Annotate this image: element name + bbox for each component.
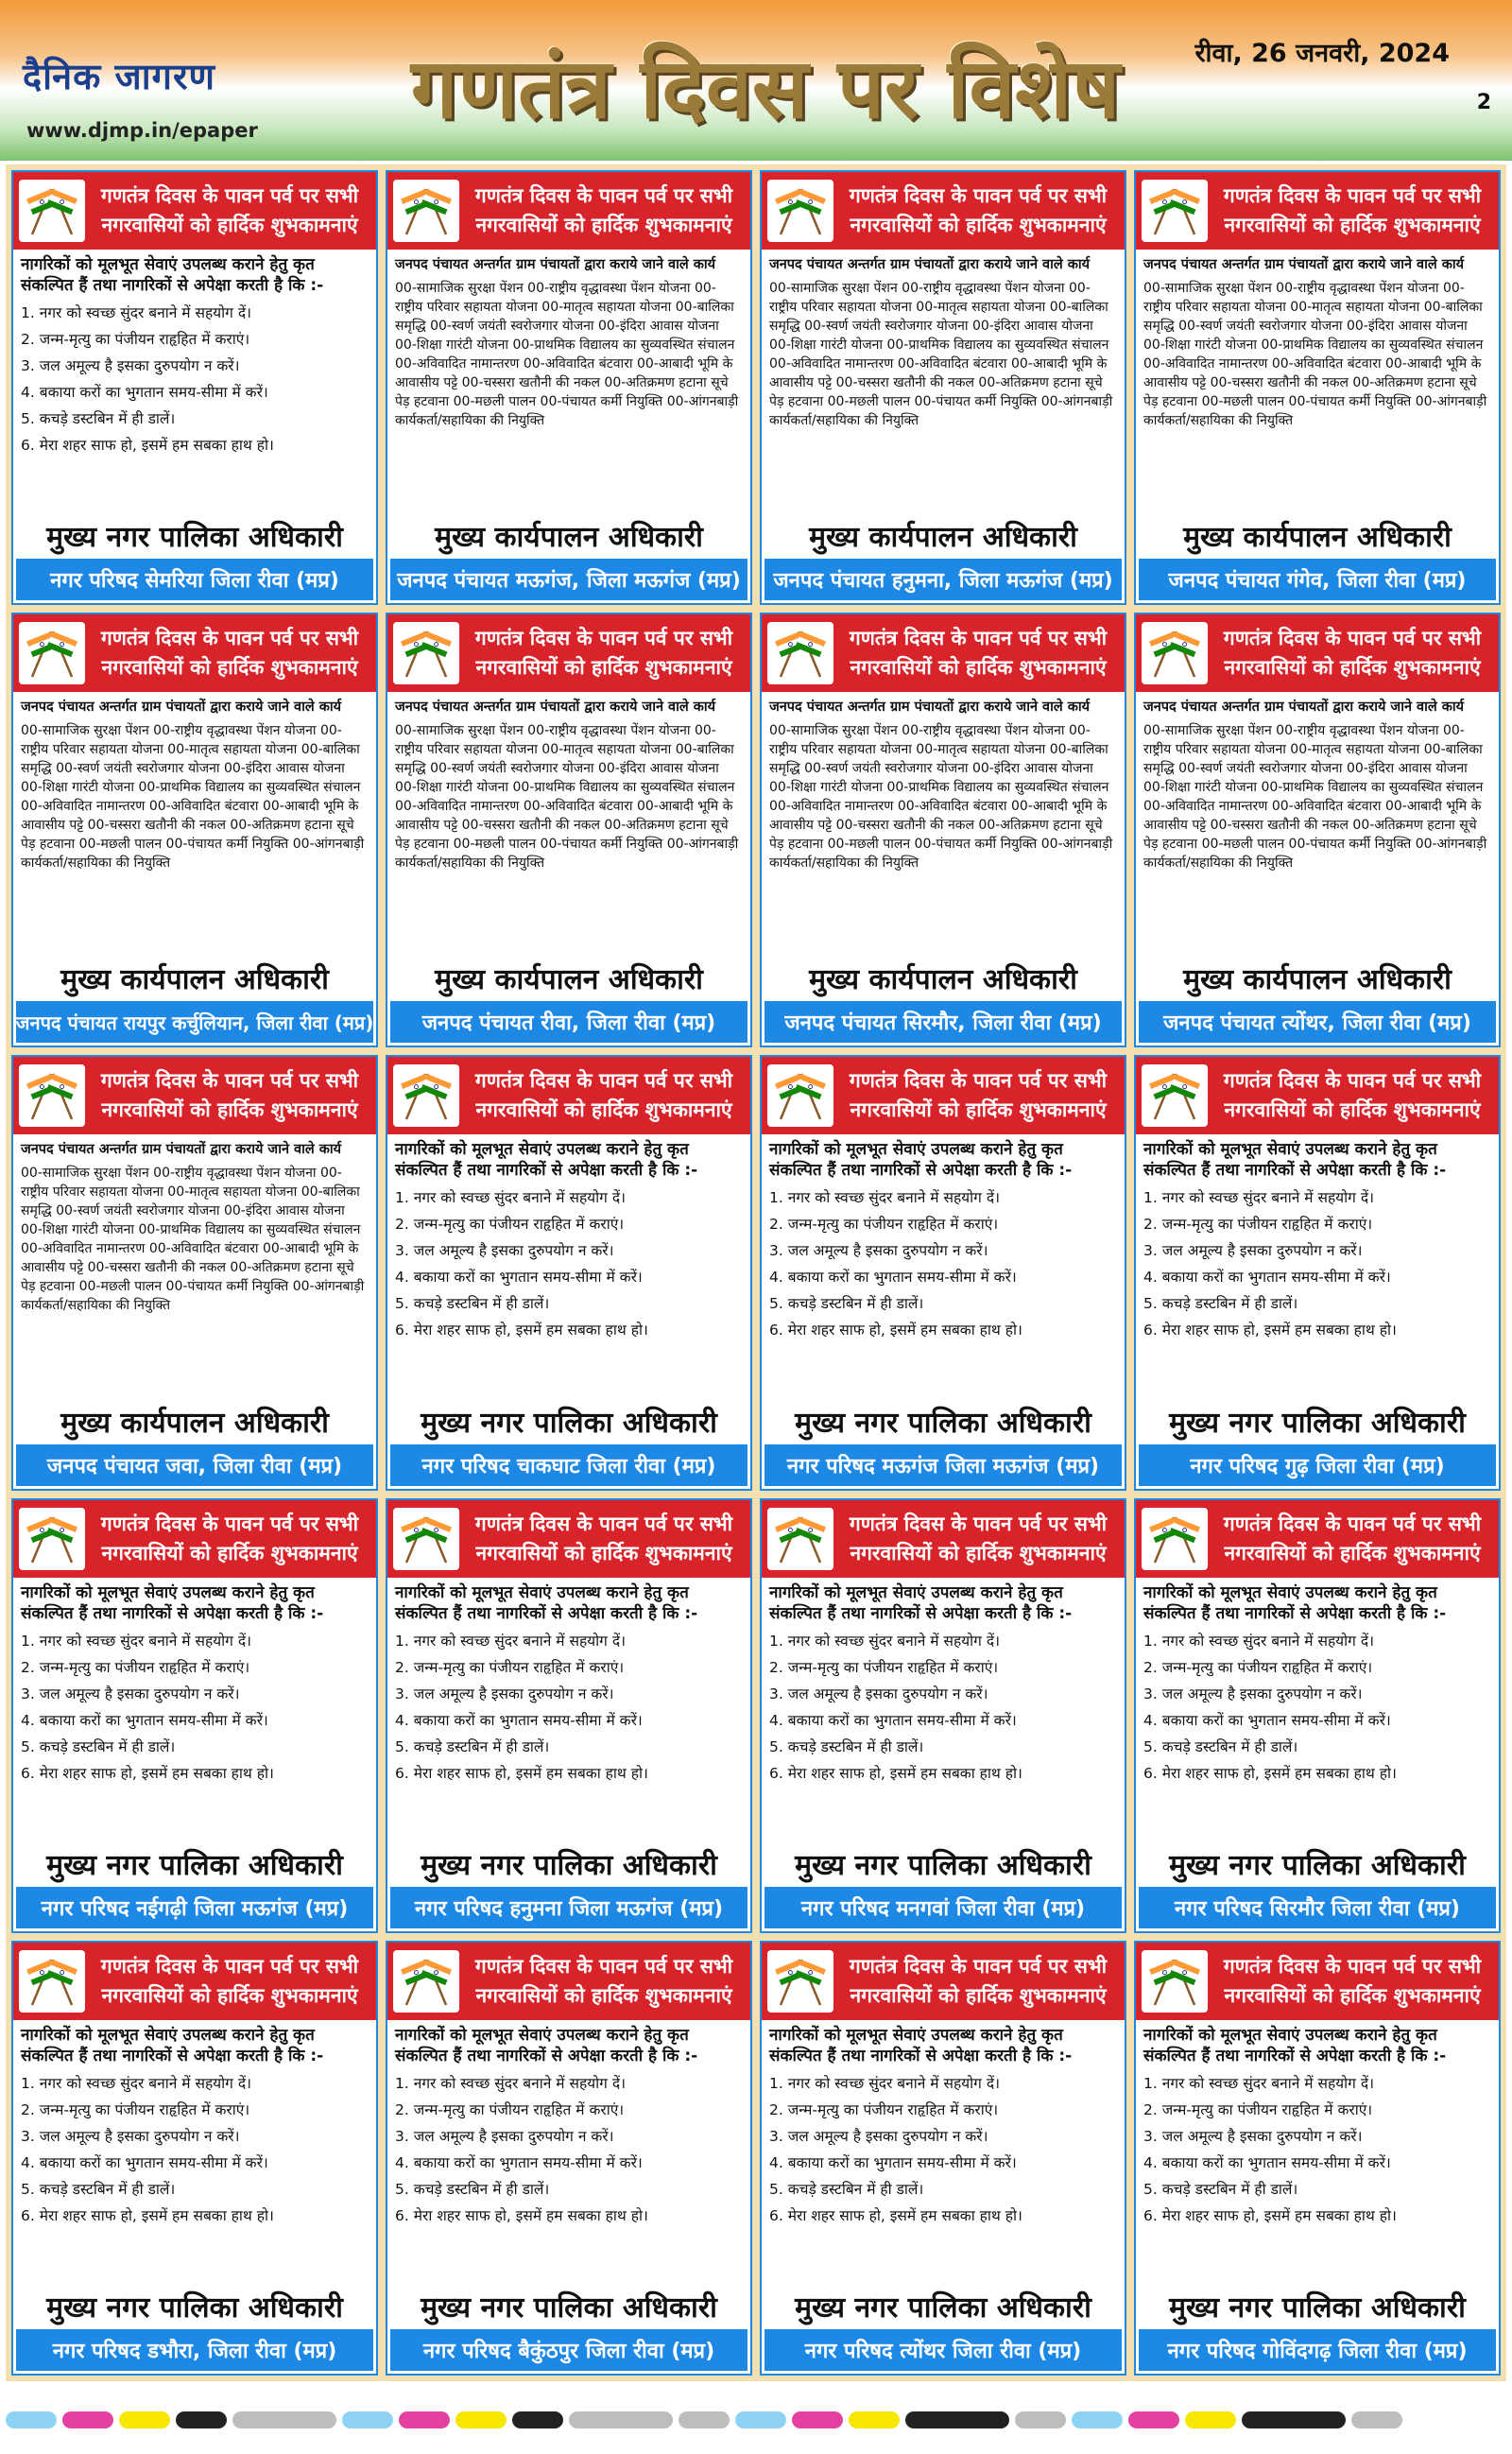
card-body	[387, 1134, 750, 1397]
civic-appeal-list	[395, 1628, 743, 1787]
list-item: 1. नगर को स्वच्छ सुंदर बनाने में सहयोग दें।	[1143, 1632, 1374, 1650]
card-header	[1136, 1057, 1499, 1134]
issuing-office-footer: जनपद पंचायत जवा, जिला रीवा (मप्र)	[16, 1444, 373, 1486]
crossed-tricolor-flags-icon	[393, 1064, 459, 1127]
civic-appeal-intro: नागरिकों को मूलभूत सेवाएं उपलब्ध कराने हेतु कृत संकल्पित हैं तथा नागरिकों से अपेक्षा करती है कि :-	[1143, 1582, 1447, 1623]
crossed-tricolor-flags-icon	[393, 1508, 459, 1570]
issuing-office-footer: नगर परिषद बैकुंठपुर जिला रीवा (मप्र)	[390, 2329, 747, 2371]
list-item: 2. जन्म-मृत्यु का पंजीयन राहृहित में कराएं।	[1143, 2100, 1373, 2118]
card-body	[387, 250, 750, 512]
civic-appeal-list	[769, 1184, 1117, 1343]
civic-appeal-intro: नागरिकों को मूलभूत सेवाएं उपलब्ध कराने हेतु कृत संकल्पित हैं तथा नागरिकों से अपेक्षा करती है कि :-	[769, 1582, 1073, 1623]
scheme-list-intro: जनपद पंचायत अन्तर्गत ग्राम पंचायतों द्वारा कराये जाने वाले कार्य	[769, 700, 1091, 716]
card-header	[762, 1057, 1125, 1134]
civic-appeal-list	[395, 1184, 743, 1343]
card-body	[762, 250, 1125, 512]
scheme-list-text: 00-सामाजिक सुरक्षा पेंशन 00-राष्ट्रीय वृद्धावस्था पेंशन योजना 00-राष्ट्रीय परिवार सहायता योजना 00-मातृत्व सहायता योजना 00-बालिका समृद्धि 00-स्वर्ण जयंती स्वरोजगार योजना 00-इंदिरा आवास योजना 00-शिक्षा गारंटी योजना 00-प्राथमिक विद्यालय का सुव्यवस्थित संचालन 00-अविवादित नामान्तरण 00-अविवादित बंटवारा 00-आबादी भूमि के आवासीय पट्टे 00-चस्सरा खतौनी की नकल 00-अतिक्रमण हटाना सूचे पेड़ हटवाना 00-मछली पालन 00-पंचायत कर्मी नियुक्ति 00-आंगनबाड़ी कार्यकर्ता/सहायिका की नियुक्ति	[769, 281, 1113, 428]
print-registration-color-bar	[0, 2401, 1512, 2439]
list-item: 5. कचड़े डस्टबिन में ही डालें।	[21, 2180, 176, 2198]
issuing-office-footer: नगर परिषद मऊगंज जिला मऊगंज (मप्र)	[765, 1444, 1122, 1486]
card-header	[387, 1057, 750, 1134]
list-item: 2. जन्म-मृत्यु का पंजीयन राहृहित में कराएं।	[1143, 1658, 1373, 1676]
registration-swatch	[905, 2411, 1009, 2428]
greeting-ad-card-10	[386, 1055, 752, 1490]
list-item: 1. नगर को स्वच्छ सुंदर बनाने में सहयोग दें।	[21, 2074, 251, 2092]
card-greeting-heading: गणतंत्र दिवस के पावन पर्व पर सभी नगरवासियों को हार्दिक शुभकामनाएं	[100, 184, 359, 236]
list-item: 6. मेरा शहर साफ हो, इसमें हम सबका हाथ हो।	[21, 2206, 274, 2224]
civic-appeal-list	[21, 1628, 369, 1787]
officer-signature: मुख्य नगर पालिका अधिकारी	[421, 1848, 717, 1882]
card-greeting-heading: गणतंत्र दिवस के पावन पर्व पर सभी नगरवासियों को हार्दिक शुभकामनाएं	[849, 1069, 1108, 1122]
list-item: 6. मेरा शहर साफ हो, इसमें हम सबका हाथ हो।	[395, 1322, 648, 1339]
issuing-office-footer: नगर परिषद मनगवां जिला रीवा (मप्र)	[765, 1887, 1122, 1928]
crossed-tricolor-flags-icon	[767, 1064, 833, 1127]
list-item: 3. जल अमूल्य है इसका दुरुपयोग न करें।	[395, 1685, 614, 1702]
scheme-list-text: 00-सामाजिक सुरक्षा पेंशन 00-राष्ट्रीय वृद्धावस्था पेंशन योजना 00-राष्ट्रीय परिवार सहायता योजना 00-मातृत्व सहायता योजना 00-बालिका समृद्धि 00-स्वर्ण जयंती स्वरोजगार योजना 00-इंदिरा आवास योजना 00-शिक्षा गारंटी योजना 00-प्राथमिक विद्यालय का सुव्यवस्थित संचालन 00-अविवादित नामान्तरण 00-अविवादित बंटवारा 00-आबादी भूमि के आवासीय पट्टे 00-चस्सरा खतौनी की नकल 00-अतिक्रमण हटाना सूचे पेड़ हटवाना 00-मछली पालन 00-पंचायत कर्मी नियुक्ति 00-आंगनबाड़ी कार्यकर्ता/सहायिका की नियुक्ति	[21, 1166, 365, 1314]
list-item: 1. नगर को स्वच्छ सुंदर बनाने में सहयोग दें।	[769, 1189, 1000, 1207]
crossed-tricolor-flags-icon	[1142, 1064, 1208, 1127]
greeting-ad-card-15	[760, 1498, 1126, 1933]
list-item: 4. बकाया करों का भुगतान समय-सीमा में करें।	[21, 1711, 268, 1729]
page-title: गणतंत्र दिवस पर विशेष	[410, 39, 1121, 137]
greeting-ad-card-18	[386, 1941, 752, 2376]
card-header	[13, 1943, 376, 2020]
list-item: 5. कचड़े डस्टबिन में ही डालें।	[1143, 1737, 1298, 1755]
list-item: 1. नगर को स्वच्छ सुंदर बनाने में सहयोग दें।	[395, 1632, 626, 1650]
card-body	[1136, 1134, 1499, 1397]
card-body	[762, 1578, 1125, 1840]
list-item: 5. कचड़े डस्टबिन में ही डालें।	[21, 1737, 176, 1755]
list-item: 5. कचड़े डस्टबिन में ही डालें।	[395, 2180, 550, 2198]
issuing-office-footer: नगर परिषद डभौरा, जिला रीवा (मप्र)	[16, 2329, 373, 2371]
scheme-list-intro: जनपद पंचायत अन्तर्गत ग्राम पंचायतों द्वारा कराये जाने वाले कार्य	[395, 257, 716, 272]
registration-swatch	[792, 2411, 843, 2428]
card-header	[1136, 1943, 1499, 2020]
card-greeting-heading: गणतंत्र दिवस के पावन पर्व पर सभी नगरवासियों को हार्दिक शुभकामनाएं	[1223, 627, 1482, 680]
civic-appeal-intro: नागरिकों को मूलभूत सेवाएं उपलब्ध कराने हेतु कृत संकल्पित हैं तथा नागरिकों से अपेक्षा करती है कि :-	[21, 1582, 324, 1623]
list-item: 2. जन्म-मृत्यु का पंजीयन राहृहित में कराएं।	[395, 2100, 625, 2118]
crossed-tricolor-flags-icon	[19, 1064, 85, 1127]
officer-signature: मुख्य नगर पालिका अधिकारी	[46, 1848, 343, 1882]
crossed-tricolor-flags-icon	[19, 1950, 85, 2013]
card-header	[387, 1943, 750, 2020]
officer-signature: मुख्य नगर पालिका अधिकारी	[421, 1406, 717, 1440]
card-greeting-heading: गणतंत्र दिवस के पावन पर्व पर सभी नगरवासियों को हार्दिक शुभकामनाएं	[1223, 184, 1482, 236]
issuing-office-footer: जनपद पंचायत त्योंथर, जिला रीवा (मप्र)	[1139, 1001, 1496, 1043]
registration-swatch	[735, 2411, 786, 2428]
list-item: 5. कचड़े डस्टबिन में ही डालें।	[395, 1737, 550, 1755]
officer-signature: मुख्य नगर पालिका अधिकारी	[795, 1406, 1091, 1440]
officer-signature: मुख्य नगर पालिका अधिकारी	[1169, 1406, 1466, 1440]
scheme-list-intro: जनपद पंचायत अन्तर्गत ग्राम पंचायतों द्वारा कराये जाने वाले कार्य	[21, 700, 342, 716]
card-body	[13, 250, 376, 512]
card-header	[762, 1500, 1125, 1578]
greeting-ad-card-6	[386, 613, 752, 1047]
crossed-tricolor-flags-icon	[1142, 1950, 1208, 2013]
card-body	[13, 1578, 376, 1840]
list-item: 5. कचड़े डस्टबिन में ही डालें।	[1143, 2180, 1298, 2198]
civic-appeal-list	[395, 2070, 743, 2229]
greeting-ad-card-16	[1134, 1498, 1501, 1933]
civic-appeal-intro: नागरिकों को मूलभूत सेवाएं उपलब्ध कराने हेतु कृत संकल्पित हैं तथा नागरिकों से अपेक्षा करती है कि :-	[395, 2025, 698, 2065]
civic-appeal-intro: नागरिकों को मूलभूत सेवाएं उपलब्ध कराने हेतु कृत संकल्पित हैं तथा नागरिकों से अपेक्षा करती है कि :-	[1143, 1140, 1447, 1181]
list-item: 3. जल अमूल्य है इसका दुरुपयोग न करें।	[1143, 1685, 1363, 1702]
crossed-tricolor-flags-icon	[19, 1508, 85, 1570]
civic-appeal-intro: नागरिकों को मूलभूत सेवाएं उपलब्ध कराने हेतु कृत संकल्पित हैं तथा नागरिकों से अपेक्षा करती है कि :-	[21, 255, 324, 295]
registration-swatch	[849, 2411, 900, 2428]
officer-signature: मुख्य कार्यपालन अधिकारी	[435, 963, 703, 997]
page-number: 2	[1476, 91, 1491, 114]
list-item: 6. मेरा शहर साफ हो, इसमें हम सबका हाथ हो।	[769, 2206, 1022, 2224]
civic-appeal-list	[1143, 1184, 1491, 1343]
officer-signature: मुख्य नगर पालिका अधिकारी	[795, 2291, 1091, 2324]
scheme-list-text: 00-सामाजिक सुरक्षा पेंशन 00-राष्ट्रीय वृद्धावस्था पेंशन योजना 00-राष्ट्रीय परिवार सहायता योजना 00-मातृत्व सहायता योजना 00-बालिका समृद्धि 00-स्वर्ण जयंती स्वरोजगार योजना 00-इंदिरा आवास योजना 00-शिक्षा गारंटी योजना 00-प्राथमिक विद्यालय का सुव्यवस्थित संचालन 00-अविवादित नामान्तरण 00-अविवादित बंटवारा 00-आबादी भूमि के आवासीय पट्टे 00-चस्सरा खतौनी की नकल 00-अतिक्रमण हटाना सूचे पेड़ हटवाना 00-मछली पालन 00-पंचायत कर्मी नियुक्ति 00-आंगनबाड़ी कार्यकर्ता/सहायिका की नियुक्ति	[395, 723, 739, 872]
registration-swatch	[232, 2411, 336, 2428]
list-item: 6. मेरा शहर साफ हो, इसमें हम सबका हाथ हो।	[21, 1764, 274, 1782]
issuing-office-footer: नगर परिषद सिरमौर जिला रीवा (मप्र)	[1139, 1887, 1496, 1928]
greeting-ad-card-20	[1134, 1941, 1501, 2376]
list-item: 6. मेरा शहर साफ हो, इसमें हम सबका हाथ हो।	[769, 1764, 1022, 1782]
card-body	[387, 692, 750, 955]
greeting-ad-card-12	[1134, 1055, 1501, 1490]
greeting-ad-card-3	[760, 170, 1126, 605]
list-item: 5. कचड़े डस्टबिन में ही डालें।	[1143, 1295, 1298, 1313]
officer-signature: मुख्य नगर पालिका अधिकारी	[1169, 2291, 1466, 2324]
crossed-tricolor-flags-icon	[767, 622, 833, 684]
card-greeting-heading: गणतंत्र दिवस के पावन पर्व पर सभी नगरवासियों को हार्दिक शुभकामनाएं	[100, 1069, 359, 1122]
card-header	[762, 1943, 1125, 2020]
card-greeting-heading: गणतंत्र दिवस के पावन पर्व पर सभी नगरवासियों को हार्दिक शुभकामनाएं	[100, 627, 359, 680]
card-greeting-heading: गणतंत्र दिवस के पावन पर्व पर सभी नगरवासियों को हार्दिक शुभकामनाएं	[474, 1512, 733, 1564]
list-item: 4. बकाया करों का भुगतान समय-सीमा में करें।	[395, 1711, 643, 1729]
card-body	[1136, 692, 1499, 955]
card-header	[13, 172, 376, 250]
list-item: 5. कचड़े डस्टबिन में ही डालें।	[769, 2180, 924, 2198]
list-item: 1. नगर को स्वच्छ सुंदर बनाने में सहयोग दें।	[21, 304, 251, 321]
card-greeting-heading: गणतंत्र दिवस के पावन पर्व पर सभी नगरवासियों को हार्दिक शुभकामनाएं	[849, 1512, 1108, 1564]
scheme-list-intro: जनपद पंचायत अन्तर्गत ग्राम पंचायतों द्वारा कराये जाने वाले कार्य	[21, 1142, 342, 1158]
crossed-tricolor-flags-icon	[393, 180, 459, 242]
issuing-office-footer: जनपद पंचायत गंगेव, जिला रीवा (मप्र)	[1139, 559, 1496, 600]
crossed-tricolor-flags-icon	[767, 180, 833, 242]
greeting-ad-card-4	[1134, 170, 1501, 605]
card-header	[1136, 172, 1499, 250]
registration-swatch	[342, 2411, 393, 2428]
card-header	[1136, 614, 1499, 692]
list-item: 1. नगर को स्वच्छ सुंदर बनाने में सहयोग दें।	[395, 2074, 626, 2092]
issuing-office-footer: नगर परिषद नईगढ़ी जिला मऊगंज (मप्र)	[16, 1887, 373, 1928]
greeting-ad-card-7	[760, 613, 1126, 1047]
registration-swatch	[62, 2411, 113, 2428]
list-item: 6. मेरा शहर साफ हो, इसमें हम सबका हाथ हो।	[395, 1764, 648, 1782]
crossed-tricolor-flags-icon	[1142, 180, 1208, 242]
scheme-list-text: 00-सामाजिक सुरक्षा पेंशन 00-राष्ट्रीय वृद्धावस्था पेंशन योजना 00-राष्ट्रीय परिवार सहायता योजना 00-मातृत्व सहायता योजना 00-बालिका समृद्धि 00-स्वर्ण जयंती स्वरोजगार योजना 00-इंदिरा आवास योजना 00-शिक्षा गारंटी योजना 00-प्राथमिक विद्यालय का सुव्यवस्थित संचालन 00-अविवादित नामान्तरण 00-अविवादित बंटवारा 00-आबादी भूमि के आवासीय पट्टे 00-चस्सरा खतौनी की नकल 00-अतिक्रमण हटाना सूचे पेड़ हटवाना 00-मछली पालन 00-पंचायत कर्मी नियुक्ति 00-आंगनबाड़ी कार्यकर्ता/सहायिका की नियुक्ति	[395, 281, 739, 428]
list-item: 2. जन्म-मृत्यु का पंजीयन राहृहित में कराएं।	[769, 1658, 999, 1676]
dateline: रीवा, 26 जनवरी, 2024	[1194, 39, 1450, 68]
epaper-url: www.djmp.in/epaper	[26, 119, 258, 142]
registration-swatch	[399, 2411, 450, 2428]
greeting-ad-card-11	[760, 1055, 1126, 1490]
registration-swatch	[1128, 2411, 1179, 2428]
scheme-list-intro: जनपद पंचायत अन्तर्गत ग्राम पंचायतों द्वारा कराये जाने वाले कार्य	[1143, 257, 1465, 272]
masthead	[0, 0, 1512, 161]
list-item: 2. जन्म-मृत्यु का पंजीयन राहृहित में कराएं।	[1143, 1216, 1373, 1234]
list-item: 6. मेरा शहर साफ हो, इसमें हम सबका हाथ हो।	[1143, 1764, 1397, 1782]
list-item: 3. जल अमूल्य है इसका दुरुपयोग न करें।	[769, 2127, 988, 2145]
list-item: 1. नगर को स्वच्छ सुंदर बनाने में सहयोग दें।	[1143, 2074, 1374, 2092]
issuing-office-footer: नगर परिषद त्योंथर जिला रीवा (मप्र)	[765, 2329, 1122, 2371]
issuing-office-footer: नगर परिषद चाकघाट जिला रीवा (मप्र)	[390, 1444, 747, 1486]
list-item: 5. कचड़े डस्टबिन में ही डालें।	[769, 1295, 924, 1313]
registration-swatch	[1185, 2411, 1236, 2428]
list-item: 4. बकाया करों का भुगतान समय-सीमा में करें।	[395, 1269, 643, 1287]
crossed-tricolor-flags-icon	[19, 180, 85, 242]
card-header	[762, 172, 1125, 250]
officer-signature: मुख्य नगर पालिका अधिकारी	[46, 521, 343, 555]
civic-appeal-intro: नागरिकों को मूलभूत सेवाएं उपलब्ध कराने हेतु कृत संकल्पित हैं तथा नागरिकों से अपेक्षा करती है कि :-	[395, 1140, 698, 1181]
newspaper-brand-logo: दैनिक जागरण	[23, 55, 215, 97]
list-item: 6. मेरा शहर साफ हो, इसमें हम सबका हाथ हो।	[395, 2206, 648, 2224]
officer-signature: मुख्य कार्यपालन अधिकारी	[60, 963, 329, 997]
officer-signature: मुख्य कार्यपालन अधिकारी	[435, 521, 703, 555]
officer-signature: मुख्य नगर पालिका अधिकारी	[46, 2291, 343, 2324]
card-greeting-heading: गणतंत्र दिवस के पावन पर्व पर सभी नगरवासियों को हार्दिक शुभकामनाएं	[1223, 1069, 1482, 1122]
civic-appeal-intro: नागरिकों को मूलभूत सेवाएं उपलब्ध कराने हेतु कृत संकल्पित हैं तथा नागरिकों से अपेक्षा करती है कि :-	[1143, 2025, 1447, 2065]
crossed-tricolor-flags-icon	[393, 1950, 459, 2013]
civic-appeal-intro: नागरिकों को मूलभूत सेवाएं उपलब्ध कराने हेतु कृत संकल्पित हैं तथा नागरिकों से अपेक्षा करती है कि :-	[21, 2025, 324, 2065]
civic-appeal-intro: नागरिकों को मूलभूत सेवाएं उपलब्ध कराने हेतु कृत संकल्पित हैं तथा नागरिकों से अपेक्षा करती है कि :-	[769, 1140, 1073, 1181]
list-item: 3. जल अमूल्य है इसका दुरुपयोग न करें।	[1143, 2127, 1363, 2145]
list-item: 1. नगर को स्वच्छ सुंदर बनाने में सहयोग दें।	[1143, 1189, 1374, 1207]
list-item: 3. जल अमूल्य है इसका दुरुपयोग न करें।	[1143, 1242, 1363, 1260]
list-item: 4. बकाया करों का भुगतान समय-सीमा में करें।	[1143, 2153, 1391, 2171]
card-body	[13, 1134, 376, 1397]
officer-signature: मुख्य कार्यपालन अधिकारी	[809, 963, 1077, 997]
card-greeting-heading: गणतंत्र दिवस के पावन पर्व पर सभी नगरवासियों को हार्दिक शुभकामनाएं	[474, 1069, 733, 1122]
card-greeting-heading: गणतंत्र दिवस के पावन पर्व पर सभी नगरवासियों को हार्दिक शुभकामनाएं	[849, 627, 1108, 680]
list-item: 3. जल अमूल्य है इसका दुरुपयोग न करें।	[769, 1242, 988, 1260]
officer-signature: मुख्य कार्यपालन अधिकारी	[1183, 963, 1452, 997]
card-body	[387, 1578, 750, 1840]
card-header	[762, 614, 1125, 692]
card-greeting-heading: गणतंत्र दिवस के पावन पर्व पर सभी नगरवासियों को हार्दिक शुभकामनाएं	[849, 184, 1108, 236]
civic-appeal-list	[21, 300, 369, 458]
civic-appeal-list	[1143, 2070, 1491, 2229]
card-body	[762, 1134, 1125, 1397]
registration-swatch	[1242, 2411, 1346, 2428]
card-body	[1136, 250, 1499, 512]
list-item: 3. जल अमूल्य है इसका दुरुपयोग न करें।	[395, 2127, 614, 2145]
issuing-office-footer: जनपद पंचायत रीवा, जिला रीवा (मप्र)	[390, 1001, 747, 1043]
card-header	[13, 1500, 376, 1578]
card-body	[1136, 2020, 1499, 2283]
greeting-ad-card-5	[11, 613, 378, 1047]
list-item: 5. कचड़े डस्टबिन में ही डालें।	[395, 1295, 550, 1313]
card-greeting-heading: गणतंत्र दिवस के पावन पर्व पर सभी नगरवासियों को हार्दिक शुभकामनाएं	[474, 184, 733, 236]
advertisement-grid	[6, 164, 1506, 2381]
issuing-office-footer: नगर परिषद हनुमना जिला मऊगंज (मप्र)	[390, 1887, 747, 1928]
registration-swatch	[6, 2411, 57, 2428]
greeting-ad-card-13	[11, 1498, 378, 1933]
greeting-ad-card-14	[386, 1498, 752, 1933]
officer-signature: मुख्य नगर पालिका अधिकारी	[795, 1848, 1091, 1882]
crossed-tricolor-flags-icon	[767, 1508, 833, 1570]
scheme-list-text: 00-सामाजिक सुरक्षा पेंशन 00-राष्ट्रीय वृद्धावस्था पेंशन योजना 00-राष्ट्रीय परिवार सहायता योजना 00-मातृत्व सहायता योजना 00-बालिका समृद्धि 00-स्वर्ण जयंती स्वरोजगार योजना 00-इंदिरा आवास योजना 00-शिक्षा गारंटी योजना 00-प्राथमिक विद्यालय का सुव्यवस्थित संचालन 00-अविवादित नामान्तरण 00-अविवादित बंटवारा 00-आबादी भूमि के आवासीय पट्टे 00-चस्सरा खतौनी की नकल 00-अतिक्रमण हटाना सूचे पेड़ हटवाना 00-मछली पालन 00-पंचायत कर्मी नियुक्ति 00-आंगनबाड़ी कार्यकर्ता/सहायिका की नियुक्ति	[769, 723, 1113, 872]
list-item: 4. बकाया करों का भुगतान समय-सीमा में करें।	[1143, 1711, 1391, 1729]
greeting-ad-card-17	[11, 1941, 378, 2376]
list-item: 6. मेरा शहर साफ हो, इसमें हम सबका हाथ हो।	[21, 437, 274, 454]
card-greeting-heading: गणतंत्र दिवस के पावन पर्व पर सभी नगरवासियों को हार्दिक शुभकामनाएं	[474, 1954, 733, 2007]
card-greeting-heading: गणतंत्र दिवस के पावन पर्व पर सभी नगरवासियों को हार्दिक शुभकामनाएं	[100, 1512, 359, 1564]
list-item: 2. जन्म-मृत्यु का पंजीयन राहृहित में कराएं।	[21, 2100, 250, 2118]
card-body	[1136, 1578, 1499, 1840]
card-header	[387, 614, 750, 692]
registration-swatch	[119, 2411, 170, 2428]
card-body	[13, 2020, 376, 2283]
registration-swatch	[1072, 2411, 1123, 2428]
card-greeting-heading: गणतंत्र दिवस के पावन पर्व पर सभी नगरवासियों को हार्दिक शुभकामनाएं	[849, 1954, 1108, 2007]
list-item: 2. जन्म-मृत्यु का पंजीयन राहृहित में कराएं।	[395, 1658, 625, 1676]
registration-swatch	[679, 2411, 730, 2428]
officer-signature: मुख्य कार्यपालन अधिकारी	[1183, 521, 1452, 555]
card-body	[13, 692, 376, 955]
list-item: 4. बकाया करों का भुगतान समय-सीमा में करें।	[769, 1269, 1017, 1287]
list-item: 4. बकाया करों का भुगतान समय-सीमा में करें।	[1143, 1269, 1391, 1287]
card-greeting-heading: गणतंत्र दिवस के पावन पर्व पर सभी नगरवासियों को हार्दिक शुभकामनाएं	[1223, 1512, 1482, 1564]
list-item: 6. मेरा शहर साफ हो, इसमें हम सबका हाथ हो।	[769, 1322, 1022, 1339]
civic-appeal-intro: नागरिकों को मूलभूत सेवाएं उपलब्ध कराने हेतु कृत संकल्पित हैं तथा नागरिकों से अपेक्षा करती है कि :-	[395, 1582, 698, 1623]
list-item: 5. कचड़े डस्टबिन में ही डालें।	[769, 1737, 924, 1755]
card-greeting-heading: गणतंत्र दिवस के पावन पर्व पर सभी नगरवासियों को हार्दिक शुभकामनाएं	[474, 627, 733, 680]
card-header	[387, 1500, 750, 1578]
greeting-ad-card-8	[1134, 613, 1501, 1047]
greeting-ad-card-9	[11, 1055, 378, 1490]
greeting-ad-card-2	[386, 170, 752, 605]
list-item: 4. बकाया करों का भुगतान समय-सीमा में करें।	[395, 2153, 643, 2171]
list-item: 3. जल अमूल्य है इसका दुरुपयोग न करें।	[769, 1685, 988, 1702]
greeting-ad-card-19	[760, 1941, 1126, 2376]
card-header	[387, 172, 750, 250]
scheme-list-intro: जनपद पंचायत अन्तर्गत ग्राम पंचायतों द्वारा कराये जाने वाले कार्य	[769, 257, 1091, 272]
card-body	[762, 2020, 1125, 2283]
card-header	[13, 614, 376, 692]
list-item: 4. बकाया करों का भुगतान समय-सीमा में करें।	[21, 2153, 268, 2171]
issuing-office-footer: नगर परिषद सेमरिया जिला रीवा (मप्र)	[16, 559, 373, 600]
card-header	[1136, 1500, 1499, 1578]
list-item: 1. नगर को स्वच्छ सुंदर बनाने में सहयोग दें।	[769, 1632, 1000, 1650]
officer-signature: मुख्य कार्यपालन अधिकारी	[809, 521, 1077, 555]
registration-swatch	[176, 2411, 227, 2428]
registration-swatch	[455, 2411, 507, 2428]
list-item: 1. नगर को स्वच्छ सुंदर बनाने में सहयोग दें।	[21, 1632, 251, 1650]
issuing-office-footer: जनपद पंचायत रायपुर कर्चुलियान, जिला रीवा (मप्र)	[16, 1001, 373, 1043]
list-item: 1. नगर को स्वच्छ सुंदर बनाने में सहयोग दें।	[769, 2074, 1000, 2092]
crossed-tricolor-flags-icon	[19, 622, 85, 684]
crossed-tricolor-flags-icon	[1142, 622, 1208, 684]
list-item: 3. जल अमूल्य है इसका दुरुपयोग न करें।	[21, 2127, 240, 2145]
list-item: 3. जल अमूल्य है इसका दुरुपयोग न करें।	[395, 1242, 614, 1260]
list-item: 3. जल अमूल्य है इसका दुरुपयोग न करें।	[21, 357, 240, 374]
civic-appeal-intro: नागरिकों को मूलभूत सेवाएं उपलब्ध कराने हेतु कृत संकल्पित हैं तथा नागरिकों से अपेक्षा करती है कि :-	[769, 2025, 1073, 2065]
list-item: 4. बकाया करों का भुगतान समय-सीमा में करें।	[769, 2153, 1017, 2171]
civic-appeal-list	[1143, 1628, 1491, 1787]
list-item: 2. जन्म-मृत्यु का पंजीयन राहृहित में कराएं।	[21, 331, 250, 348]
list-item: 2. जन्म-मृत्यु का पंजीयन राहृहित में कराएं।	[395, 1216, 625, 1234]
list-item: 4. बकाया करों का भुगतान समय-सीमा में करें।	[21, 384, 268, 401]
card-body	[762, 692, 1125, 955]
list-item: 1. नगर को स्वच्छ सुंदर बनाने में सहयोग दें।	[395, 1189, 626, 1207]
civic-appeal-list	[21, 2070, 369, 2229]
list-item: 4. बकाया करों का भुगतान समय-सीमा में करें।	[769, 1711, 1017, 1729]
scheme-list-text: 00-सामाजिक सुरक्षा पेंशन 00-राष्ट्रीय वृद्धावस्था पेंशन योजना 00-राष्ट्रीय परिवार सहायता योजना 00-मातृत्व सहायता योजना 00-बालिका समृद्धि 00-स्वर्ण जयंती स्वरोजगार योजना 00-इंदिरा आवास योजना 00-शिक्षा गारंटी योजना 00-प्राथमिक विद्यालय का सुव्यवस्थित संचालन 00-अविवादित नामान्तरण 00-अविवादित बंटवारा 00-आबादी भूमि के आवासीय पट्टे 00-चस्सरा खतौनी की नकल 00-अतिक्रमण हटाना सूचे पेड़ हटवाना 00-मछली पालन 00-पंचायत कर्मी नियुक्ति 00-आंगनबाड़ी कार्यकर्ता/सहायिका की नियुक्ति	[21, 723, 365, 872]
card-header	[13, 1057, 376, 1134]
issuing-office-footer: नगर परिषद गुढ़ जिला रीवा (मप्र)	[1139, 1444, 1496, 1486]
list-item: 6. मेरा शहर साफ हो, इसमें हम सबका हाथ हो।	[1143, 2206, 1397, 2224]
issuing-office-footer: नगर परिषद गोविंदगढ़ जिला रीवा (मप्र)	[1139, 2329, 1496, 2371]
greeting-ad-card-1	[11, 170, 378, 605]
registration-swatch	[1015, 2411, 1066, 2428]
crossed-tricolor-flags-icon	[767, 1950, 833, 2013]
crossed-tricolor-flags-icon	[393, 622, 459, 684]
list-item: 2. जन्म-मृत्यु का पंजीयन राहृहित में कराएं।	[769, 1216, 999, 1234]
card-body	[387, 2020, 750, 2283]
officer-signature: मुख्य नगर पालिका अधिकारी	[1169, 1848, 1466, 1882]
registration-swatch	[512, 2411, 563, 2428]
scheme-list-intro: जनपद पंचायत अन्तर्गत ग्राम पंचायतों द्वारा कराये जाने वाले कार्य	[395, 700, 716, 716]
civic-appeal-list	[769, 2070, 1117, 2229]
card-greeting-heading: गणतंत्र दिवस के पावन पर्व पर सभी नगरवासियों को हार्दिक शुभकामनाएं	[100, 1954, 359, 2007]
list-item: 2. जन्म-मृत्यु का पंजीयन राहृहित में कराएं।	[21, 1658, 250, 1676]
crossed-tricolor-flags-icon	[1142, 1508, 1208, 1570]
list-item: 3. जल अमूल्य है इसका दुरुपयोग न करें।	[21, 1685, 240, 1702]
issuing-office-footer: जनपद पंचायत मऊगंज, जिला मऊगंज (मप्र)	[390, 559, 747, 600]
registration-swatch	[1351, 2411, 1402, 2428]
officer-signature: मुख्य नगर पालिका अधिकारी	[421, 2291, 717, 2324]
issuing-office-footer: जनपद पंचायत हनुमना, जिला मऊगंज (मप्र)	[765, 559, 1122, 600]
officer-signature: मुख्य कार्यपालन अधिकारी	[60, 1406, 329, 1440]
issuing-office-footer: जनपद पंचायत सिरमौर, जिला रीवा (मप्र)	[765, 1001, 1122, 1043]
registration-swatch	[569, 2411, 673, 2428]
scheme-list-text: 00-सामाजिक सुरक्षा पेंशन 00-राष्ट्रीय वृद्धावस्था पेंशन योजना 00-राष्ट्रीय परिवार सहायता योजना 00-मातृत्व सहायता योजना 00-बालिका समृद्धि 00-स्वर्ण जयंती स्वरोजगार योजना 00-इंदिरा आवास योजना 00-शिक्षा गारंटी योजना 00-प्राथमिक विद्यालय का सुव्यवस्थित संचालन 00-अविवादित नामान्तरण 00-अविवादित बंटवारा 00-आबादी भूमि के आवासीय पट्टे 00-चस्सरा खतौनी की नकल 00-अतिक्रमण हटाना सूचे पेड़ हटवाना 00-मछली पालन 00-पंचायत कर्मी नियुक्ति 00-आंगनबाड़ी कार्यकर्ता/सहायिका की नियुक्ति	[1143, 281, 1487, 428]
list-item: 5. कचड़े डस्टबिन में ही डालें।	[21, 410, 176, 427]
scheme-list-intro: जनपद पंचायत अन्तर्गत ग्राम पंचायतों द्वारा कराये जाने वाले कार्य	[1143, 700, 1465, 716]
card-greeting-heading: गणतंत्र दिवस के पावन पर्व पर सभी नगरवासियों को हार्दिक शुभकामनाएं	[1223, 1954, 1482, 2007]
list-item: 2. जन्म-मृत्यु का पंजीयन राहृहित में कराएं।	[769, 2100, 999, 2118]
scheme-list-text: 00-सामाजिक सुरक्षा पेंशन 00-राष्ट्रीय वृद्धावस्था पेंशन योजना 00-राष्ट्रीय परिवार सहायता योजना 00-मातृत्व सहायता योजना 00-बालिका समृद्धि 00-स्वर्ण जयंती स्वरोजगार योजना 00-इंदिरा आवास योजना 00-शिक्षा गारंटी योजना 00-प्राथमिक विद्यालय का सुव्यवस्थित संचालन 00-अविवादित नामान्तरण 00-अविवादित बंटवारा 00-आबादी भूमि के आवासीय पट्टे 00-चस्सरा खतौनी की नकल 00-अतिक्रमण हटाना सूचे पेड़ हटवाना 00-मछली पालन 00-पंचायत कर्मी नियुक्ति 00-आंगनबाड़ी कार्यकर्ता/सहायिका की नियुक्ति	[1143, 723, 1487, 872]
list-item: 6. मेरा शहर साफ हो, इसमें हम सबका हाथ हो।	[1143, 1322, 1397, 1339]
civic-appeal-list	[769, 1628, 1117, 1787]
